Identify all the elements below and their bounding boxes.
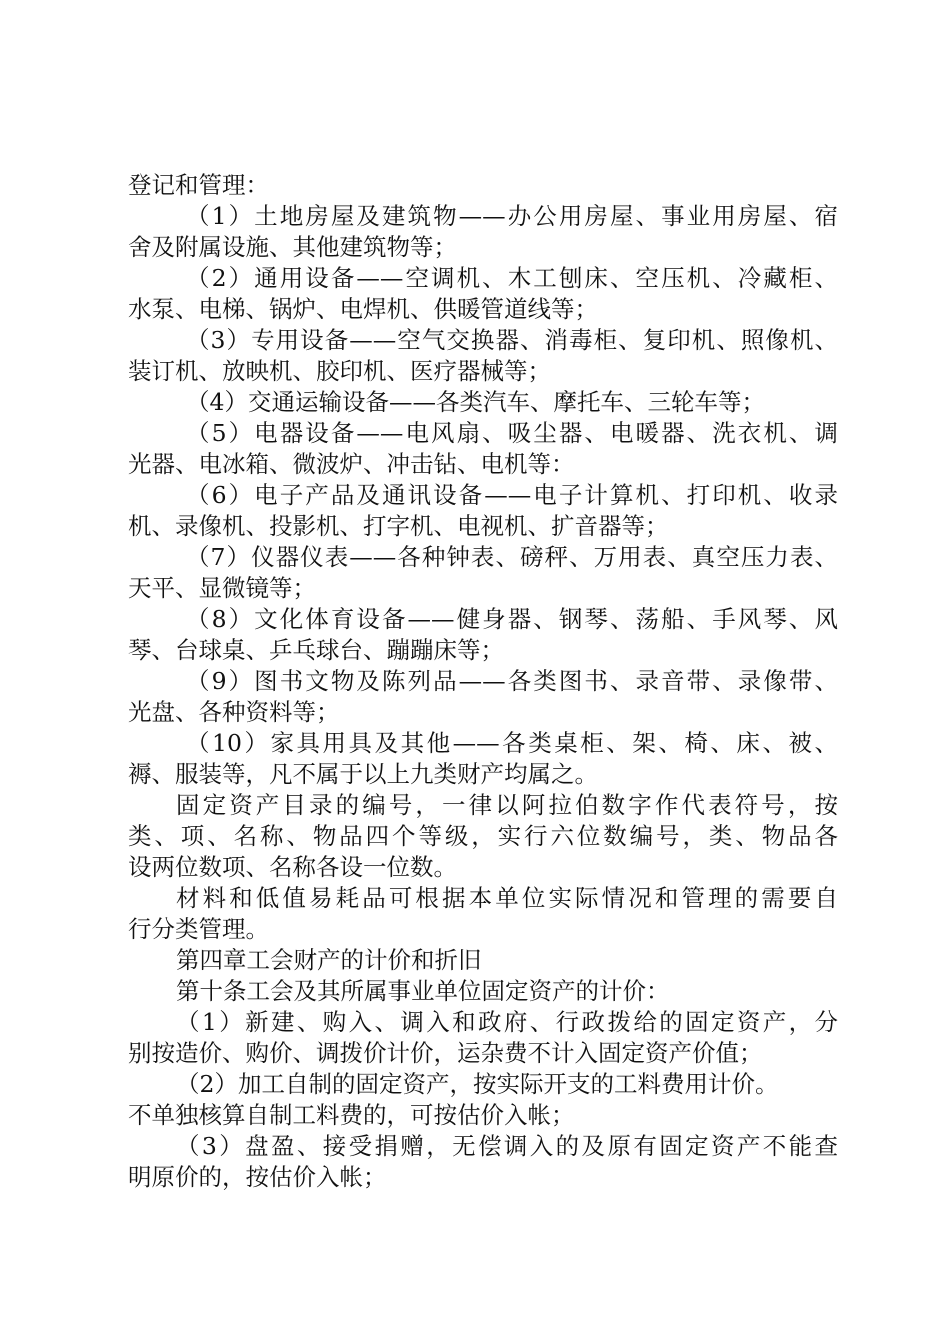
text-line: 明原价的，按估价入帐； bbox=[128, 1163, 387, 1191]
text-line: 第十条工会及其所属事业单位固定资产的计价： bbox=[176, 977, 670, 1005]
text-line: 装订机、放映机、胶印机、医疗器械等； bbox=[128, 357, 551, 385]
text-line: （7）仪器仪表——各种钟表、磅秤、万用表、真空压力表、 bbox=[186, 543, 838, 571]
text-line: （1）新建、购入、调入和政府、行政拨给的固定资产，分 bbox=[176, 1008, 838, 1036]
text-line: 机、录像机、投影机、打字机、电视机、扩音器等； bbox=[128, 512, 669, 540]
text-line: 琴、台球桌、乒乓球台、蹦蹦床等； bbox=[128, 636, 504, 664]
text-line: （9）图书文物及陈列品——各类图书、录音带、录像带、 bbox=[186, 667, 838, 695]
text-line: （3）专用设备——空气交换器、消毒柜、复印机、照像机、 bbox=[186, 326, 838, 354]
text-line: 设两位数项、名称各设一位数。 bbox=[128, 853, 457, 881]
text-line: 天平、显微镜等； bbox=[128, 574, 316, 602]
text-line: 舍及附属设施、其他建筑物等； bbox=[128, 233, 457, 261]
text-line: 不单独核算自制工料费的，可按估价入帐； bbox=[128, 1101, 575, 1129]
text-line: 褥、服装等，凡不属于以上九类财产均属之。 bbox=[128, 760, 598, 788]
text-line: 水泵、电梯、锅炉、电焊机、供暖管道线等； bbox=[128, 295, 598, 323]
text-line: （10）家具用具及其他——各类桌柜、架、椅、床、被、 bbox=[186, 729, 838, 757]
text-line: 光盘、各种资料等； bbox=[128, 698, 340, 726]
text-line: （5）电器设备——电风扇、吸尘器、电暖器、洗衣机、调 bbox=[186, 419, 838, 447]
text-line: （6）电子产品及通讯设备——电子计算机、打印机、收录 bbox=[186, 481, 838, 509]
text-line: 行分类管理。 bbox=[128, 915, 269, 943]
text-line: 材料和低值易耗品可根据本单位实际情况和管理的需要自 bbox=[176, 884, 838, 912]
document-body bbox=[128, 170, 838, 1193]
text-line: 光器、电冰箱、微波炉、冲击钻、电机等： bbox=[128, 450, 575, 478]
text-line: 别按造价、购价、调拨价计价，运杂费不计入固定资产价值； bbox=[128, 1039, 763, 1067]
text-line: 类、项、名称、物品四个等级，实行六位数编号，类、物品各 bbox=[128, 822, 838, 850]
text-line: 登记和管理： bbox=[128, 171, 269, 199]
text-line: （4）交通运输设备——各类汽车、摩托车、三轮车等； bbox=[186, 388, 765, 416]
text-line: （2）加工自制的固定资产，按实际开支的工料费用计价。 bbox=[176, 1070, 779, 1098]
text-line: （2）通用设备——空调机、木工刨床、空压机、冷藏柜、 bbox=[186, 264, 838, 292]
text-line: 固定资产目录的编号，一律以阿拉伯数字作代表符号，按 bbox=[176, 791, 838, 819]
text-line: （1）土地房屋及建筑物——办公用房屋、事业用房屋、宿 bbox=[186, 202, 838, 230]
text-line: （3）盘盈、接受捐赠，无偿调入的及原有固定资产不能查 bbox=[176, 1132, 838, 1160]
text-line: （8）文化体育设备——健身器、钢琴、荡船、手风琴、风 bbox=[186, 605, 838, 633]
text-line: 第四章工会财产的计价和折旧 bbox=[176, 946, 482, 974]
